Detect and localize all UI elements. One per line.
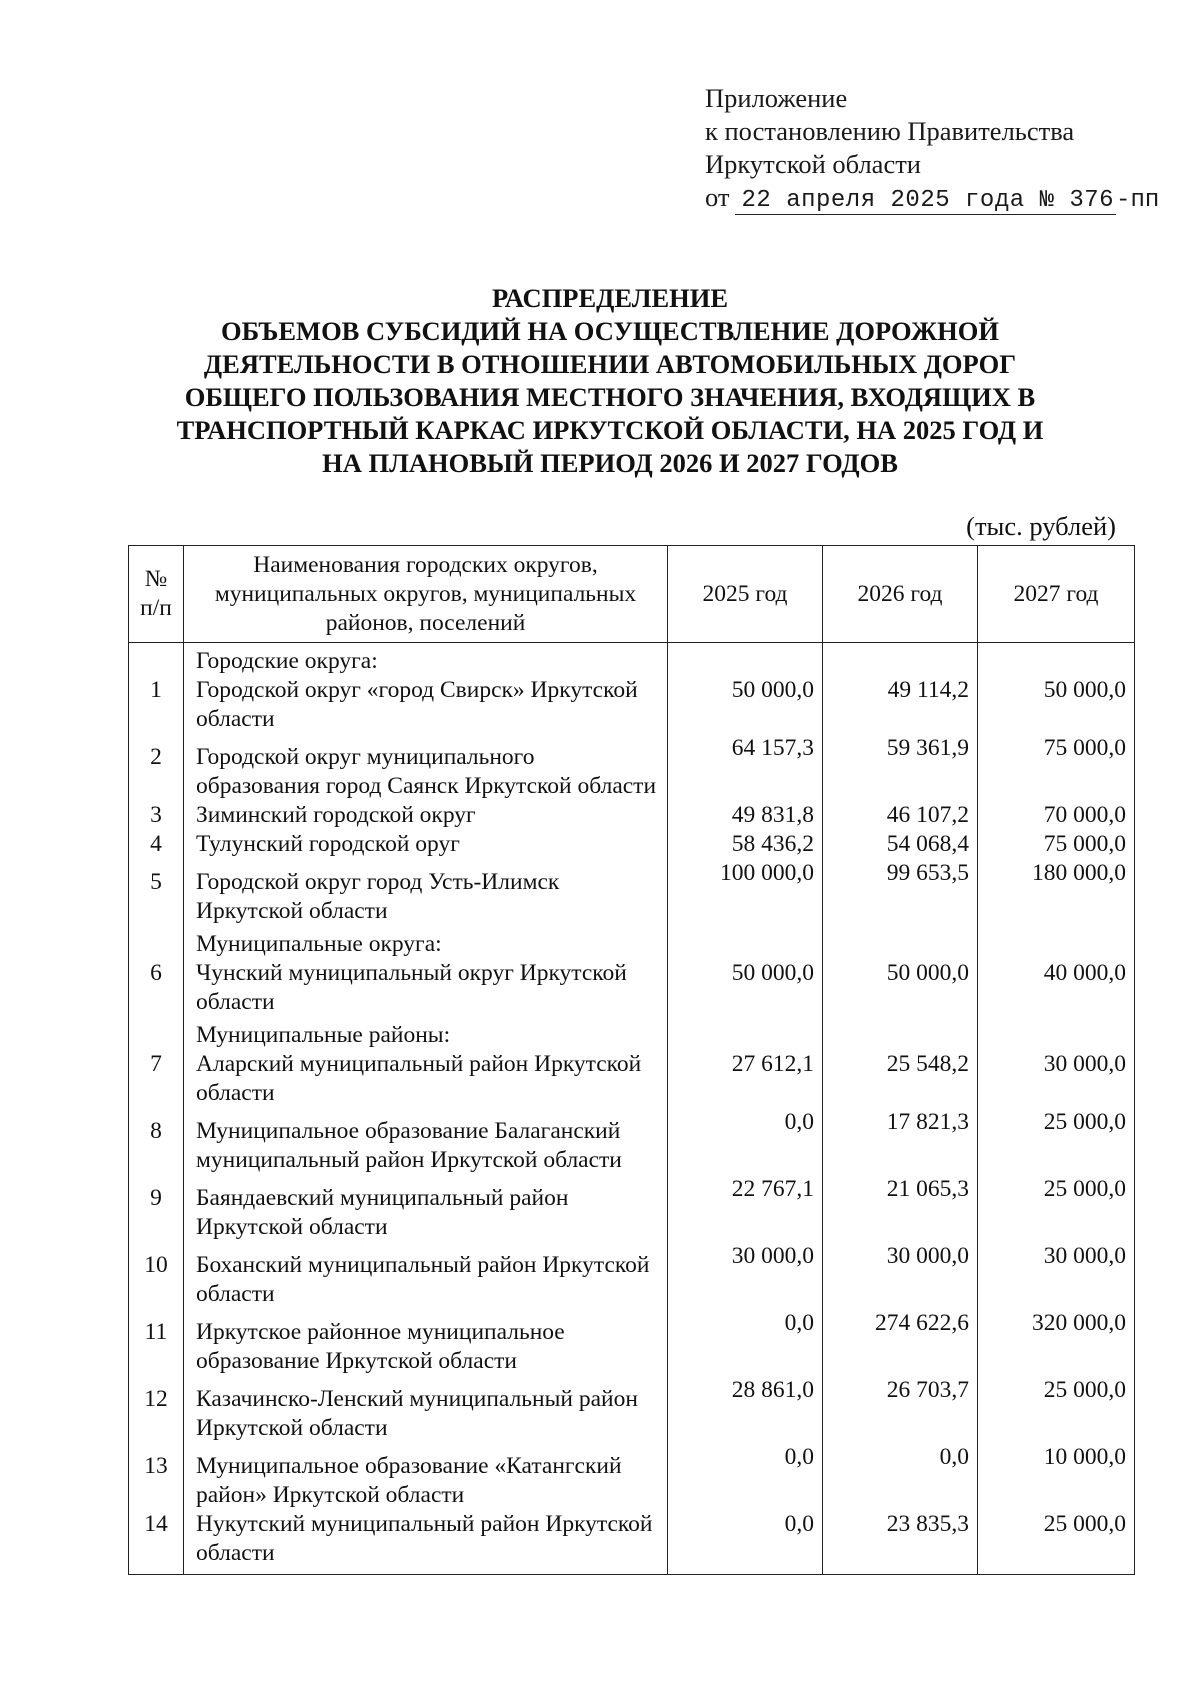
- units-label: (тыс. рублей): [966, 511, 1116, 541]
- section-v2025: [668, 926, 823, 959]
- header-2025: 2025 год: [668, 546, 823, 643]
- row-value-2026: 0,0: [823, 1443, 978, 1510]
- section-v2026: [823, 926, 978, 959]
- title-line: ОБЩЕГО ПОЛЬЗОВАНИЯ МЕСТНОГО ЗНАЧЕНИЯ, ВХОДЯЩИХ В: [184, 382, 1036, 412]
- row-value-2026: 30 000,0: [823, 1242, 978, 1309]
- section-label: Муниципальные округа:: [184, 926, 668, 959]
- row-value-2026: 54 068,4: [823, 830, 978, 859]
- row-value-2026: 21 065,3: [823, 1175, 978, 1242]
- table-row: [129, 859, 1135, 926]
- table-header-row: [129, 546, 1135, 643]
- section-v2025: [668, 643, 823, 677]
- section-num: [129, 926, 184, 959]
- table-row: [129, 1175, 1135, 1242]
- title-line: ДЕЯТЕЛЬНОСТИ В ОТНОШЕНИИ АВТОМОБИЛЬНЫХ ДОРОГ: [203, 349, 1017, 379]
- row-number: 12: [129, 1376, 184, 1443]
- date-prefix: от: [705, 182, 730, 212]
- table-row: [129, 1050, 1135, 1108]
- subsidy-table: [128, 545, 1135, 1575]
- table-row: [129, 1510, 1135, 1575]
- row-value-2027: 10 000,0: [978, 1443, 1135, 1510]
- row-value-2025: 0,0: [668, 1309, 823, 1376]
- row-value-2026: 99 653,5: [823, 859, 978, 926]
- row-number: 8: [129, 1108, 184, 1175]
- table-row: [129, 1108, 1135, 1175]
- section-label: Муниципальные районы:: [184, 1017, 668, 1050]
- row-value-2025: 0,0: [668, 1510, 823, 1575]
- row-value-2025: 50 000,0: [668, 676, 823, 734]
- row-name: Баяндаевский муниципальный район Иркутской области: [184, 1175, 668, 1242]
- row-value-2025: 30 000,0: [668, 1242, 823, 1309]
- row-value-2027: 30 000,0: [978, 1050, 1135, 1108]
- row-value-2027: 180 000,0: [978, 859, 1135, 926]
- section-num: [129, 643, 184, 677]
- row-value-2027: 320 000,0: [978, 1309, 1135, 1376]
- appendix-line-2: к постановлению Правительства: [705, 116, 1075, 146]
- row-value-2027: 50 000,0: [978, 676, 1135, 734]
- title-line: РАСПРЕДЕЛЕНИЕ: [491, 283, 729, 313]
- row-number: 4: [129, 830, 184, 859]
- row-value-2025: 64 157,3: [668, 734, 823, 801]
- row-value-2027: 30 000,0: [978, 1242, 1135, 1309]
- appendix-line-3: Иркутской области: [705, 149, 921, 179]
- header-num: [129, 546, 184, 643]
- row-value-2027: 40 000,0: [978, 959, 1135, 1017]
- title-line: ТРАНСПОРТНЫЙ КАРКАС ИРКУТСКОЙ ОБЛАСТИ, НА 2025 ГОД И: [176, 415, 1044, 445]
- row-value-2026: 26 703,7: [823, 1376, 978, 1443]
- row-value-2026: 59 361,9: [823, 734, 978, 801]
- header-name: Наименования городских округов, муниципальных округов, муниципальных районов, поселений: [184, 546, 668, 643]
- row-value-2025: 27 612,1: [668, 1050, 823, 1108]
- row-value-2026: 25 548,2: [823, 1050, 978, 1108]
- row-value-2027: 25 000,0: [978, 1175, 1135, 1242]
- row-name: Иркутское районное муниципальное образование Иркутской области: [184, 1309, 668, 1376]
- appendix-note: [705, 82, 1159, 217]
- row-name: Казачинско-Ленский муниципальный район Иркутской области: [184, 1376, 668, 1443]
- row-number: 2: [129, 734, 184, 801]
- row-value-2026: 46 107,2: [823, 801, 978, 830]
- row-number: 1: [129, 676, 184, 734]
- row-value-2027: 25 000,0: [978, 1510, 1135, 1575]
- row-number: 3: [129, 801, 184, 830]
- section-v2026: [823, 643, 978, 677]
- row-number: 9: [129, 1175, 184, 1242]
- row-value-2027: 75 000,0: [978, 734, 1135, 801]
- row-value-2025: 0,0: [668, 1108, 823, 1175]
- section-v2027: [978, 1017, 1135, 1050]
- row-value-2026: 17 821,3: [823, 1108, 978, 1175]
- row-name: Муниципальное образование «Катангский район» Иркутской области: [184, 1443, 668, 1510]
- appendix-date-line: [705, 181, 1159, 217]
- row-value-2026: 274 622,6: [823, 1309, 978, 1376]
- row-value-2026: 49 114,2: [823, 676, 978, 734]
- table-body: [129, 643, 1135, 1575]
- section-v2027: [978, 926, 1135, 959]
- title-line: НА ПЛАНОВЫЙ ПЕРИОД 2026 И 2027 ГОДОВ: [322, 448, 898, 478]
- row-number: 10: [129, 1242, 184, 1309]
- row-name: Нукутский муниципальный район Иркутской области: [184, 1510, 668, 1575]
- row-name: Городской округ «город Свирск» Иркутской области: [184, 676, 668, 734]
- section-v2027: [978, 643, 1135, 677]
- table-row: [129, 801, 1135, 830]
- section-num: [129, 1017, 184, 1050]
- table-row: [129, 1242, 1135, 1309]
- row-value-2025: 100 000,0: [668, 859, 823, 926]
- row-value-2025: 58 436,2: [668, 830, 823, 859]
- header-2026: 2026 год: [823, 546, 978, 643]
- row-value-2025: 50 000,0: [668, 959, 823, 1017]
- row-name: Городской округ город Усть-Илимск Иркутской области: [184, 859, 668, 926]
- header-2027: 2027 год: [978, 546, 1135, 643]
- document-title: [130, 282, 1090, 480]
- row-value-2025: 49 831,8: [668, 801, 823, 830]
- section-row: [129, 1017, 1135, 1050]
- row-value-2026: 23 835,3: [823, 1510, 978, 1575]
- row-value-2027: 25 000,0: [978, 1108, 1135, 1175]
- date-stamp: 22 апреля 2025 года № 376: [735, 187, 1116, 215]
- header-num-symbol: №: [144, 566, 168, 592]
- table-row: [129, 1309, 1135, 1376]
- row-name: Тулунский городской оруг: [184, 830, 668, 859]
- row-number: 6: [129, 959, 184, 1017]
- table-row: [129, 1443, 1135, 1510]
- appendix-line-1: Приложение: [705, 83, 848, 113]
- row-name: Муниципальное образование Балаганский муниципальный район Иркутской области: [184, 1108, 668, 1175]
- table-row: [129, 959, 1135, 1017]
- date-suffix: -пп: [1116, 187, 1160, 214]
- row-number: 7: [129, 1050, 184, 1108]
- row-value-2025: 28 861,0: [668, 1376, 823, 1443]
- row-number: 5: [129, 859, 184, 926]
- row-name: Городской округ муниципального образования город Саянск Иркутской области: [184, 734, 668, 801]
- row-name: Аларский муниципальный район Иркутской области: [184, 1050, 668, 1108]
- table-row: [129, 734, 1135, 801]
- row-value-2027: 25 000,0: [978, 1376, 1135, 1443]
- row-number: 14: [129, 1510, 184, 1575]
- table-row: [129, 830, 1135, 859]
- section-row: [129, 643, 1135, 677]
- row-name: Зиминский городской округ: [184, 801, 668, 830]
- row-value-2025: 22 767,1: [668, 1175, 823, 1242]
- row-number: 13: [129, 1443, 184, 1510]
- row-name: Чунский муниципальный округ Иркутской области: [184, 959, 668, 1017]
- row-value-2026: 50 000,0: [823, 959, 978, 1017]
- section-v2025: [668, 1017, 823, 1050]
- section-v2026: [823, 1017, 978, 1050]
- table-row: [129, 676, 1135, 734]
- header-num-abbr: п/п: [140, 595, 172, 621]
- row-value-2025: 0,0: [668, 1443, 823, 1510]
- row-name: Боханский муниципальный район Иркутской области: [184, 1242, 668, 1309]
- title-line: ОБЪЕМОВ СУБСИДИЙ НА ОСУЩЕСТВЛЕНИЕ ДОРОЖНОЙ: [220, 316, 1000, 346]
- section-row: [129, 926, 1135, 959]
- row-number: 11: [129, 1309, 184, 1376]
- row-value-2027: 70 000,0: [978, 801, 1135, 830]
- table-row: [129, 1376, 1135, 1443]
- section-label: Городские округа:: [184, 643, 668, 677]
- row-value-2027: 75 000,0: [978, 830, 1135, 859]
